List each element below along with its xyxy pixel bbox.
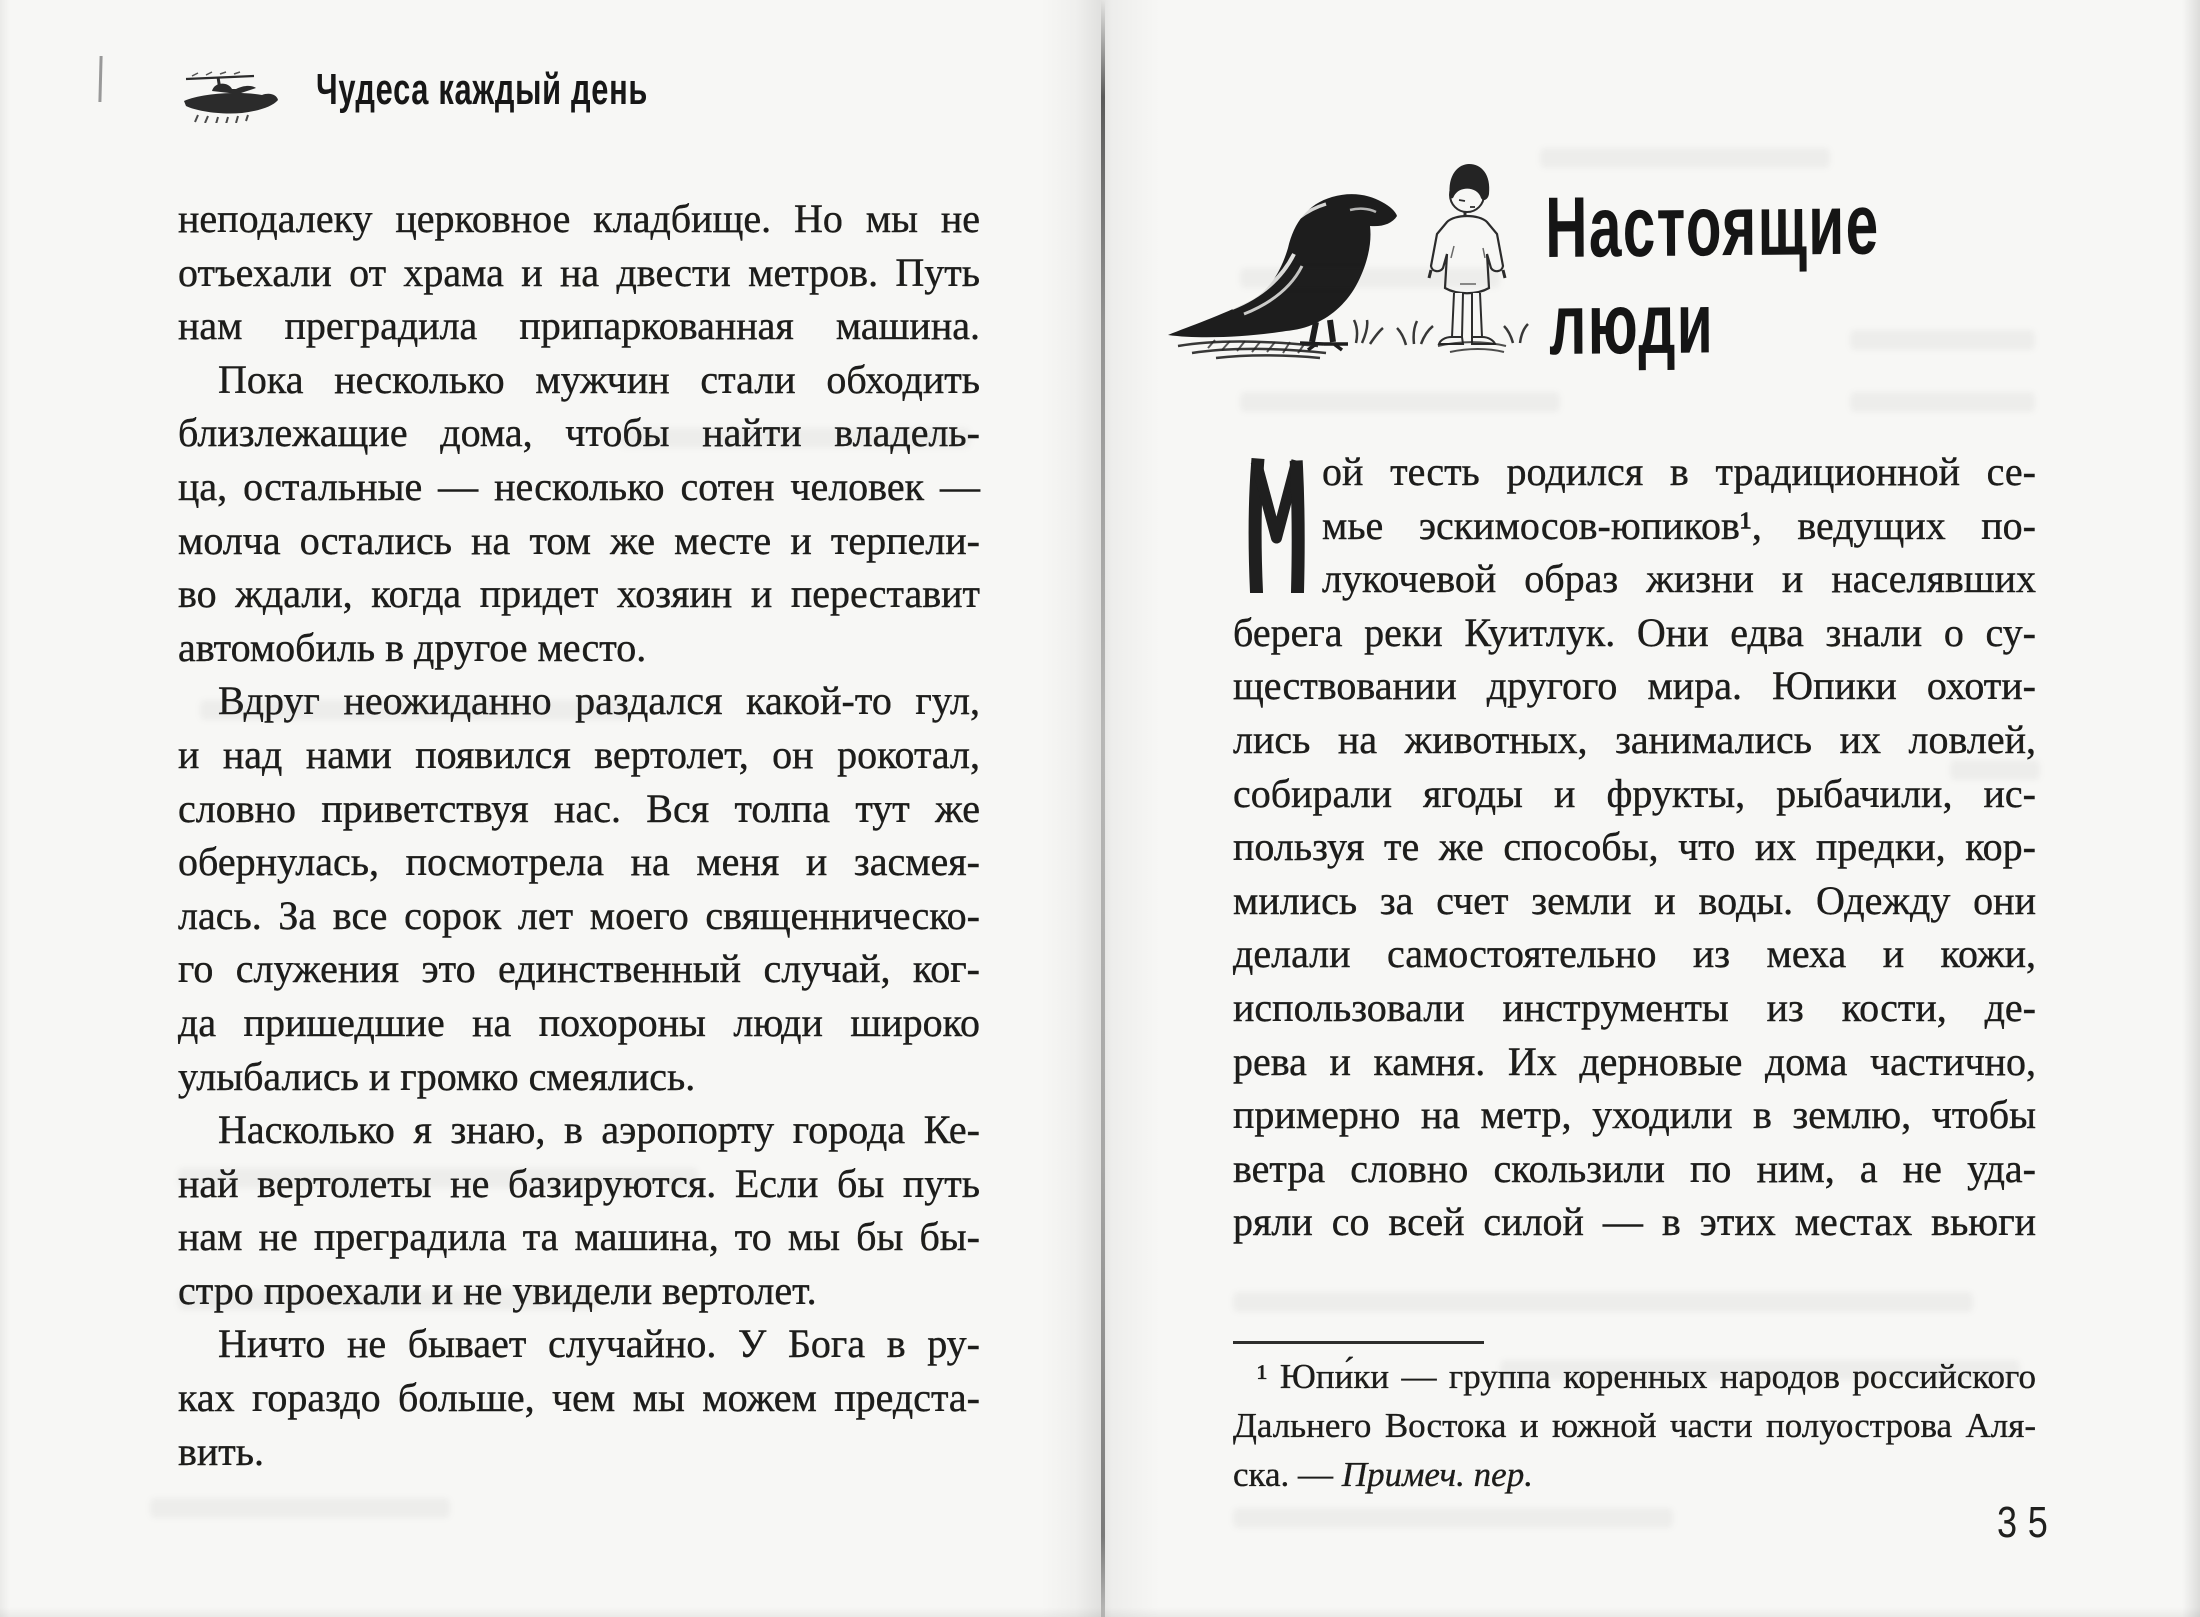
- text-line: вить.: [178, 1428, 265, 1474]
- running-head-title: Чудеса каждый день: [316, 65, 649, 114]
- left-page-text: [178, 192, 980, 1478]
- text-line: ках гораздо больше, чем мы можем предста-: [178, 1375, 980, 1421]
- text-line: отъехали от храма и на двести метров. Путь: [178, 249, 980, 295]
- text-line: улыбались и громко смеялись.: [178, 1053, 696, 1099]
- raven-icon: [1168, 194, 1397, 350]
- text-line: ветра словно скользили по ним, а не уда-: [1233, 1145, 2036, 1191]
- text-line: и над нами появился вертолет, он рокотал,: [178, 731, 980, 777]
- text-line: ществовании другого мира. Юпики охоти-: [1233, 663, 2036, 709]
- text-line: делали самостоятельно из меха и кожи,: [1233, 931, 2036, 977]
- text-line: ой тесть родился в традиционной се-: [1322, 449, 2036, 494]
- page-number: 35: [1997, 1498, 2059, 1547]
- text-line: неподалеку церковное кладбище. Но мы не: [178, 196, 980, 241]
- text-line: ряли со всей силой — в этих местах вьюги: [1233, 1199, 2036, 1245]
- bleed-through: [150, 1498, 450, 1518]
- text-line: собирали ягоды и фрукты, рыбачили, ис-: [1233, 770, 2036, 816]
- footnote-italic-text: Примеч. пер.: [1341, 1455, 1533, 1494]
- text-line: нам преградила припаркованная машина.: [178, 303, 980, 349]
- text-line: берега реки Куитлук. Они едва знали о су-: [1233, 609, 2036, 655]
- bleed-through: [1850, 330, 2035, 350]
- gutter-seam: [1101, 0, 1105, 1617]
- text-line: да пришедшие на похороны люди широко: [178, 999, 980, 1045]
- text-line: близлежащие дома, чтобы найти владель-: [178, 410, 980, 456]
- text-line: пользуя те же способы, что их предки, кор-: [1233, 824, 2036, 870]
- text-line: автомобиль в другое место.: [178, 624, 647, 670]
- scan-edge-left: [0, 0, 10, 1617]
- chapter-title-line1: Настоящие: [1544, 176, 1880, 276]
- footnote-line: Дальнего Востока и южной части полуострова Аля-: [1233, 1406, 2036, 1445]
- text-line: лась. За все сорок лет моего священническо-: [178, 892, 980, 938]
- text-line: мились за счет земли и воды. Одежду они: [1233, 877, 2036, 923]
- text-line: ца, остальные — несколько сотен человек —: [178, 463, 980, 509]
- text-line: стро проехали и не увидели вертолет.: [178, 1267, 817, 1313]
- chapter-illustration: [1120, 150, 1580, 370]
- text-line: использовали инструменты из кости, де-: [1233, 984, 2036, 1030]
- scan-edge-right: [2182, 0, 2200, 1617]
- bleed-through: [1540, 148, 1830, 168]
- text-line: словно приветствуя нас. Вся толпа тут же: [178, 785, 980, 831]
- bleed-through: [1233, 1508, 1673, 1528]
- text-line: примерно на метр, уходили в землю, чтобы: [1233, 1092, 2036, 1138]
- footnote-rule: [1233, 1341, 1484, 1344]
- footnote-line: ¹ Юпи́ки — группа коренных народов российского: [1257, 1357, 2036, 1396]
- scan-edge-bottom: [0, 1607, 2200, 1617]
- text-line: Вдруг неожиданно раздался какой-то гул,: [218, 678, 980, 724]
- text-line: лись на животных, занимались их ловлей,: [1233, 716, 2036, 762]
- footnote-line: [1233, 1450, 2036, 1499]
- child-icon: [1429, 164, 1505, 344]
- bleed-through: [1240, 392, 1560, 412]
- text-line: нам не преградила та машина, то мы бы бы-: [178, 1214, 980, 1260]
- chapter-title-line2: люди: [1548, 275, 1715, 373]
- text-line: рева и камня. Их дерновые дома частично,: [1233, 1038, 2036, 1084]
- text-line: лукочевой образ жизни и населявших: [1322, 556, 2036, 602]
- scan-artifact: [98, 56, 102, 102]
- right-page-text: [1233, 445, 2036, 1249]
- text-line: Пока несколько мужчин стали обходить: [218, 356, 980, 402]
- text-line: во ждали, когда придет хозяин и переставит: [178, 571, 980, 617]
- bleed-through: [1850, 392, 2035, 412]
- text-line: молча остались на том же месте и терпели-: [178, 517, 980, 563]
- text-line: Насколько я знаю, в аэропорту города Ке-: [218, 1107, 980, 1153]
- text-line: най вертолеты не базируются. Если бы путь: [178, 1160, 980, 1206]
- helicopter-icon: [178, 69, 283, 123]
- footnote-text: ска. —: [1233, 1455, 1342, 1494]
- text-line: го служения это единственный случай, ког-: [178, 946, 980, 992]
- text-line: Ничто не бывает случайно. У Бога в ру-: [218, 1321, 980, 1367]
- bleed-through: [1233, 1292, 1973, 1312]
- drop-cap-letter-M: [1233, 458, 1322, 593]
- text-line: мье эскимосов-юпиков¹, ведущих по-: [1322, 502, 2036, 548]
- footnote: [1233, 1352, 2036, 1499]
- text-line: обернулась, посмотрела на меня и засмея-: [178, 839, 980, 885]
